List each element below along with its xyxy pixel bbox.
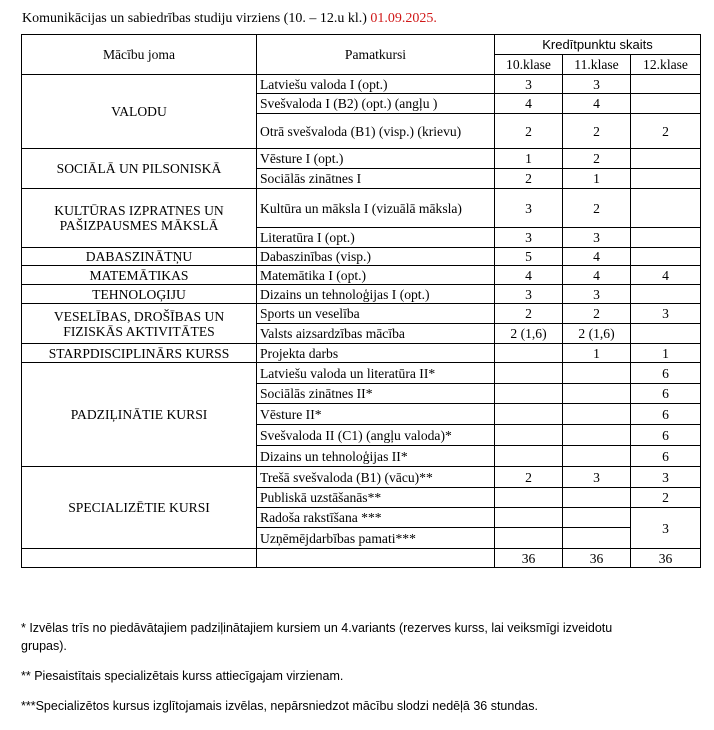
credit-10: 2 (1,6) [495, 324, 563, 344]
credit-10: 1 [495, 149, 563, 169]
credit-11: 4 [563, 94, 631, 114]
credit-12 [631, 169, 701, 189]
credit-10 [495, 446, 563, 467]
header-course: Pamatkursi [257, 35, 495, 75]
credit-11 [563, 508, 631, 528]
credit-10: 3 [495, 228, 563, 248]
credit-10 [495, 508, 563, 528]
course-cell: Trešā svešvaloda (B1) (vācu)** [257, 467, 495, 488]
credit-12: 6 [631, 425, 701, 446]
area-advanced: PADZIĻINĀTIE KURSI [22, 363, 257, 467]
table-row [22, 149, 701, 169]
credit-11 [563, 446, 631, 467]
credit-11: 4 [563, 248, 631, 266]
credit-11: 2 [563, 114, 631, 149]
footnote-advanced: * Izvēlas trīs no piedāvātajiem padziļinātajiem kursiem un 4.variants (rezerves kurss, lai veiksmīgi izveidotu grupas). [21, 621, 613, 653]
header-grade-11: 11.klase [563, 55, 631, 75]
course-cell: Radoša rakstīšana *** [257, 508, 495, 528]
credit-10: 4 [495, 266, 563, 285]
total-10: 36 [495, 549, 563, 568]
footnote-specialized: ** Piesaistītais specializētais kurss attiecīgajam virzienam. [21, 669, 344, 683]
credit-10: 5 [495, 248, 563, 266]
credit-10: 2 [495, 169, 563, 189]
credit-12 [631, 94, 701, 114]
course-cell: Dizains un tehnoloģijas I (opt.) [257, 285, 495, 304]
area-interdisciplinary: STARPDISCIPLINĀRS KURSS [22, 344, 257, 363]
credit-10: 4 [495, 94, 563, 114]
credit-10: 2 [495, 467, 563, 488]
credit-10 [495, 425, 563, 446]
credit-10: 3 [495, 75, 563, 94]
course-cell: Vēsture I (opt.) [257, 149, 495, 169]
course-cell: Sociālās zinātnes I [257, 169, 495, 189]
credit-10 [495, 488, 563, 508]
credit-11: 3 [563, 285, 631, 304]
course-cell: Projekta darbs [257, 344, 495, 363]
course-cell: Literatūra I (opt.) [257, 228, 495, 248]
totals-blank [22, 549, 257, 568]
credit-10: 3 [495, 189, 563, 228]
course-cell: Dabaszinības (visp.) [257, 248, 495, 266]
document-title [22, 11, 437, 27]
credit-12: 3 [631, 304, 701, 324]
area-valodu: VALODU [22, 75, 257, 149]
table-row [22, 189, 701, 228]
credit-10 [495, 363, 563, 384]
course-cell: Uzņēmējdarbības pamati*** [257, 528, 495, 549]
credit-11 [563, 425, 631, 446]
credit-12: 3 [631, 467, 701, 488]
credit-12: 6 [631, 446, 701, 467]
course-cell: Matemātika I (opt.) [257, 266, 495, 285]
credit-11: 2 [563, 149, 631, 169]
credit-11: 3 [563, 228, 631, 248]
curriculum-table [21, 34, 701, 568]
header-credits: Kredītpunktu skaits [495, 35, 701, 55]
credit-10 [495, 344, 563, 363]
credit-11: 4 [563, 266, 631, 285]
table-row [22, 266, 701, 285]
area-specialized: SPECIALIZĒTIE KURSI [22, 467, 257, 549]
table-row [22, 344, 701, 363]
credit-12 [631, 228, 701, 248]
table-row [22, 304, 701, 324]
totals-blank [257, 549, 495, 568]
credit-12 [631, 189, 701, 228]
course-cell: Latviešu valoda un literatūra II* [257, 363, 495, 384]
course-cell: Publiskā uzstāšanās** [257, 488, 495, 508]
area-technology: TEHNOLOĢIJU [22, 285, 257, 304]
credit-10 [495, 384, 563, 404]
footnote-electives: ***Specializētos kursus izglītojamais izvēlas, nepārsniedzot mācību slodzi nedēļā 36 stundas. [21, 699, 538, 713]
course-cell: Otrā svešvaloda (B1) (visp.) (krievu) [257, 114, 495, 149]
credit-11 [563, 363, 631, 384]
total-11: 36 [563, 549, 631, 568]
course-cell: Sociālās zinātnes II* [257, 384, 495, 404]
credit-10 [495, 404, 563, 425]
course-cell: Valsts aizsardzības mācība [257, 324, 495, 344]
credit-11: 2 (1,6) [563, 324, 631, 344]
header-grade-12: 12.klase [631, 55, 701, 75]
credit-12 [631, 149, 701, 169]
credit-10: 3 [495, 285, 563, 304]
course-cell: Svešvaloda II (C1) (angļu valoda)* [257, 425, 495, 446]
area-health: VESELĪBAS, DROŠĪBAS UN FIZISKĀS AKTIVITĀTES [22, 304, 257, 344]
credit-10: 2 [495, 304, 563, 324]
credit-12: 2 [631, 488, 701, 508]
table-row [22, 248, 701, 266]
course-cell: Svešvaloda I (B2) (opt.) (angļu ) [257, 94, 495, 114]
credit-12: 6 [631, 363, 701, 384]
header-area: Mācību joma [22, 35, 257, 75]
credit-11 [563, 404, 631, 425]
credit-11: 1 [563, 344, 631, 363]
totals-row [22, 549, 701, 568]
credit-12: 6 [631, 404, 701, 425]
table-row [22, 363, 701, 384]
header-row [22, 35, 701, 55]
course-cell: Vēsture II* [257, 404, 495, 425]
course-cell: Kultūra un māksla I (vizuālā māksla) [257, 189, 495, 228]
title-date: 01.09.2025. [370, 11, 437, 26]
area-math: MATEMĀTIKAS [22, 266, 257, 285]
table-row [22, 285, 701, 304]
credit-12 [631, 285, 701, 304]
credit-12: 2 [631, 114, 701, 149]
credit-11: 2 [563, 304, 631, 324]
credit-12 [631, 75, 701, 94]
credit-10 [495, 528, 563, 549]
credit-11 [563, 384, 631, 404]
credit-12 [631, 324, 701, 344]
credit-12: 4 [631, 266, 701, 285]
credit-11: 2 [563, 189, 631, 228]
header-grade-10: 10.klase [495, 55, 563, 75]
area-culture: KULTŪRAS IZPRATNES UN PAŠIZPAUSMES MĀKSLĀ [22, 189, 257, 248]
title-text: Komunikācijas un sabiedrības studiju virziens (10. – 12.u kl.) [22, 11, 367, 26]
total-12: 36 [631, 549, 701, 568]
table-row [22, 75, 701, 94]
credit-11: 3 [563, 75, 631, 94]
course-cell: Dizains un tehnoloģijas II* [257, 446, 495, 467]
credit-11 [563, 488, 631, 508]
credit-12: 1 [631, 344, 701, 363]
credit-11: 3 [563, 467, 631, 488]
credit-12: 3 [631, 508, 701, 549]
credit-12: 6 [631, 384, 701, 404]
area-social: SOCIĀLĀ UN PILSONISKĀ [22, 149, 257, 189]
credit-11: 1 [563, 169, 631, 189]
credit-12 [631, 248, 701, 266]
course-cell: Latviešu valoda I (opt.) [257, 75, 495, 94]
course-cell: Sports un veselība [257, 304, 495, 324]
area-science: DABASZINĀTŅU [22, 248, 257, 266]
credit-11 [563, 528, 631, 549]
credit-10: 2 [495, 114, 563, 149]
table-row [22, 467, 701, 488]
